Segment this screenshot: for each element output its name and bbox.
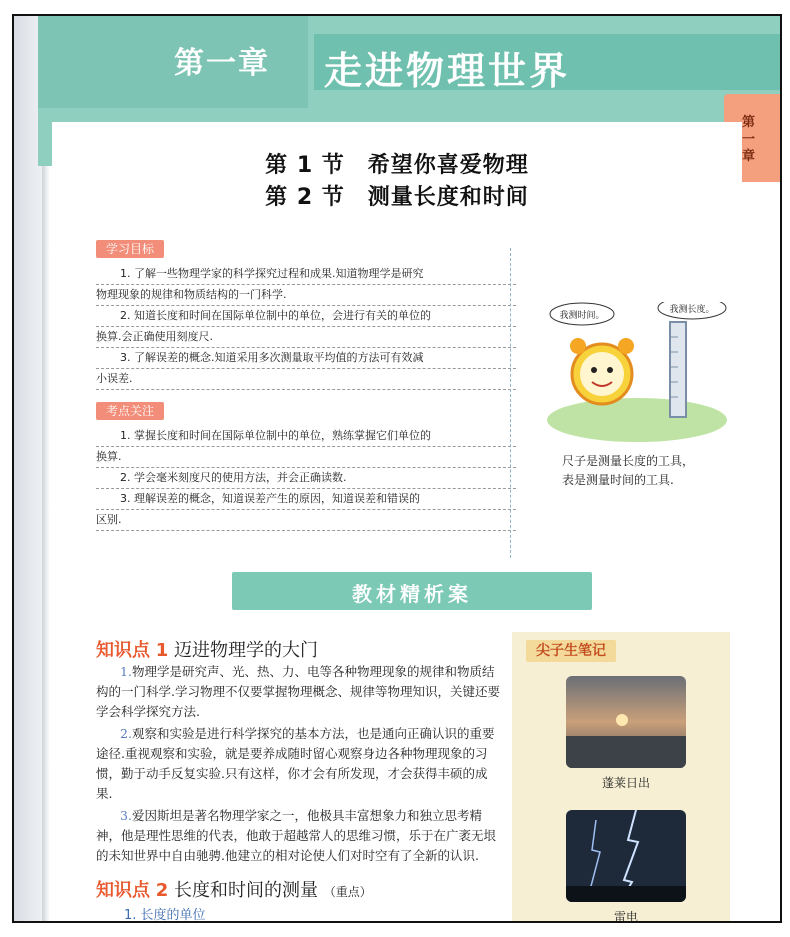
- photo1-caption: 蓬莱日出: [601, 776, 650, 790]
- clock-ruler-illustration: [542, 302, 732, 442]
- goal-line: 物理现象的规律和物质结构的一门科学.: [96, 285, 516, 306]
- skyline-bg: [566, 886, 686, 902]
- paragraph-index: 3.: [120, 808, 132, 823]
- section-banner: [232, 572, 592, 610]
- focus-line: 3. 理解误差的概念，知道误差产生的原因，知道误差和错误的: [96, 489, 516, 510]
- chapter-label: 第一章: [174, 46, 270, 81]
- focus-line: 1. 掌握长度和时间在国际单位制中的单位，熟练掌握它们单位的: [96, 426, 516, 447]
- notes-panel: [512, 632, 730, 923]
- side-tab-label: 第一章: [742, 115, 756, 164]
- paragraph-index: 1.: [120, 664, 132, 679]
- ruler-icon: [670, 322, 686, 417]
- clock-face: [580, 352, 624, 396]
- illustration-caption: [562, 452, 742, 490]
- bubble-clock-text: 我测时间。: [559, 311, 605, 321]
- clock-eye-right: [607, 367, 613, 373]
- section-title-2: 第 2 节 测量长度和时间: [265, 185, 529, 210]
- goals-list: [96, 264, 516, 390]
- clock-bell-right: [618, 338, 634, 354]
- kp1-prefix: 知识点: [96, 640, 150, 661]
- kp1-paragraph: [96, 724, 501, 804]
- photo2-caption: 雷电: [613, 910, 638, 923]
- chapter-title: 走进物理世界: [324, 49, 571, 93]
- page-frame: [12, 14, 782, 923]
- section-title-1: 第 1 节 希望你喜爱物理: [265, 153, 529, 178]
- clock-eye-left: [591, 367, 597, 373]
- focus-tag: 考点关注: [96, 402, 164, 420]
- kp2-subheading: 1. 长度的单位: [124, 908, 206, 923]
- goal-line: 1. 了解一些物理学家的科学探究过程和成果.知道物理学是研究: [96, 264, 516, 285]
- paragraph-text: 观察和实验是进行科学探究的基本方法，也是通向正确认识的重要途径.重视观察和实验，就是要养成随时留心观察身边各种物理现象的习惯，勤于动手反复实验.只有这样，你才会有所发现，才会获得丰硕的成果.: [96, 726, 495, 801]
- goal-line: 2. 知道长度和时间在国际单位制中的单位，会进行有关的单位的: [96, 306, 516, 327]
- kp1-body: [96, 662, 501, 868]
- caption-line: 尺子是测量长度的工具，: [562, 454, 695, 468]
- kp2-prefix: 知识点: [96, 880, 150, 901]
- sunrise-photo: [566, 676, 686, 768]
- goals-tag: 学习目标: [96, 240, 164, 258]
- focus-line: 换算.: [96, 447, 516, 468]
- focus-list: [96, 426, 516, 531]
- paragraph-text: 物理学是研究声、光、热、力、电等各种物理现象的规律和物质结构的一门科学.学习物理不仅要掌握物理概念、规律等物理知识，关键还要学会科学探究方法.: [96, 664, 500, 719]
- knowledge-point-1-heading: [96, 636, 318, 662]
- goal-line: 小误差.: [96, 369, 516, 390]
- sun-icon: [616, 714, 628, 726]
- caption-line: 表是测量时间的工具.: [562, 473, 674, 487]
- focus-line: 2. 学会毫米刻度尺的使用方法，并会正确读数.: [96, 468, 516, 489]
- bubble-ruler-text: 我测长度。: [669, 305, 715, 315]
- paragraph-index: 2.: [120, 726, 132, 741]
- kp1-paragraph: [96, 662, 501, 722]
- knowledge-point-2-heading: [96, 876, 372, 902]
- goal-line: 3. 了解误差的概念.知道采用多次测量取平均值的方法可有效减: [96, 348, 516, 369]
- kp2-note: （重点）: [323, 885, 372, 899]
- clock-bell-left: [570, 338, 586, 354]
- kp1-title: 迈进物理学的大门: [174, 640, 318, 661]
- goal-line: 换算.会正确使用刻度尺.: [96, 327, 516, 348]
- page-content: [52, 122, 742, 922]
- focus-line: 区别.: [96, 510, 516, 531]
- banner-text: 教材精析案: [352, 582, 472, 606]
- chapter-title-box: [314, 34, 780, 93]
- grass-ground: [547, 398, 727, 442]
- lightning-photo: [566, 810, 686, 902]
- notes-title: 尖子生笔记: [526, 640, 616, 662]
- kp1-paragraph: [96, 806, 501, 866]
- kp2-number: 2: [155, 880, 169, 901]
- paragraph-text: 爱因斯坦是著名物理学家之一，他极具丰富想象力和独立思考精神，他是理性思维的代表，他敢于超越常人的思维习惯，乐于在广袤无垠的未知世界中自由驰骋.他建立的相对论使人们对时空有了全新的认识.: [96, 808, 497, 863]
- kp1-number: 1: [155, 640, 169, 661]
- kp2-title: 长度和时间的测量: [174, 880, 318, 901]
- column-divider: [510, 248, 511, 558]
- sea-bg: [566, 736, 686, 768]
